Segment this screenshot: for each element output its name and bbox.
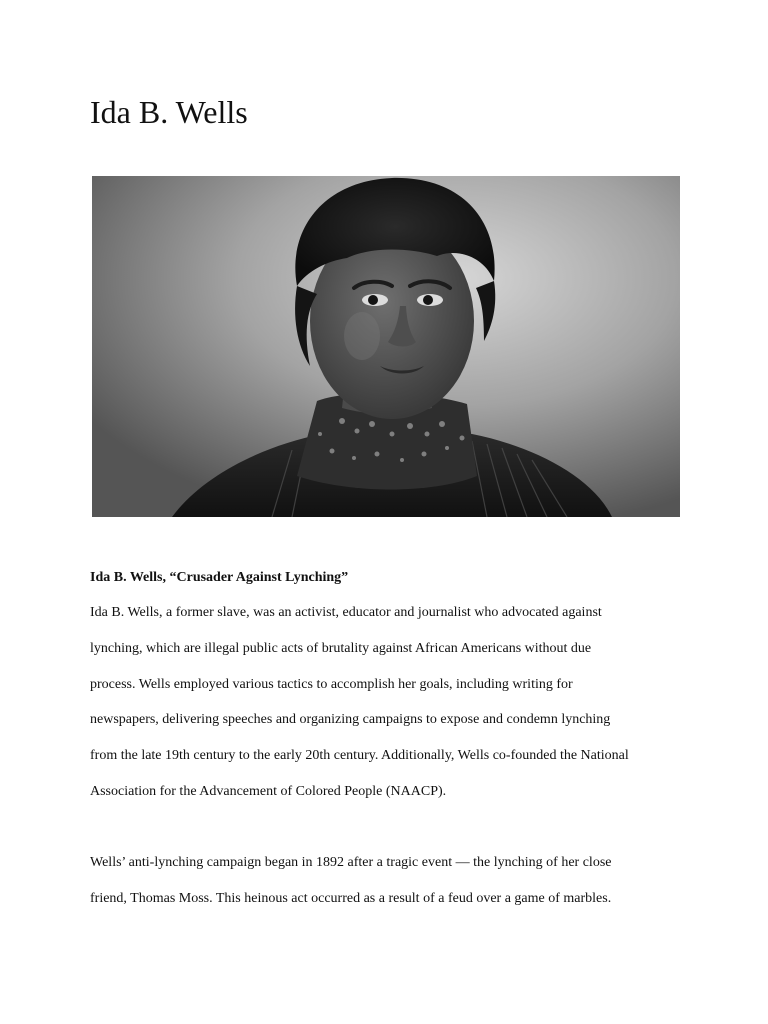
paragraph-1	[90, 595, 690, 810]
paragraph-line: friend, Thomas Moss. This heinous act occurred as a result of a feud over a game of marbles.	[90, 890, 612, 906]
paragraph-line: process. Wells employed various tactics to accomplish her goals, including writing for	[90, 676, 573, 692]
paragraph-line: Wells’ anti-lynching campaign began in 1892 after a tragic event — the lynching of her close	[90, 855, 612, 870]
paragraph-2	[90, 845, 690, 917]
portrait-illustration	[92, 176, 680, 517]
paragraph-line: Association for the Advancement of Colored People (NAACP).	[90, 783, 447, 799]
portrait-photo	[92, 176, 680, 517]
paragraph-line: newspapers, delivering speeches and organizing campaigns to expose and condemn lynching	[90, 712, 611, 728]
paragraph-line: from the late 19th century to the early 20th century. Additionally, Wells co-founded the National	[90, 748, 629, 764]
paragraph-line: lynching, which are illegal public acts of brutality against African Americans without due	[90, 640, 592, 656]
article-subheading: Ida B. Wells, “Crusader Against Lynching”	[90, 570, 349, 585]
page-title: Ida B. Wells	[90, 94, 248, 130]
paragraph-line: Ida B. Wells, a former slave, was an activist, educator and journalist who advocated against	[90, 605, 602, 620]
